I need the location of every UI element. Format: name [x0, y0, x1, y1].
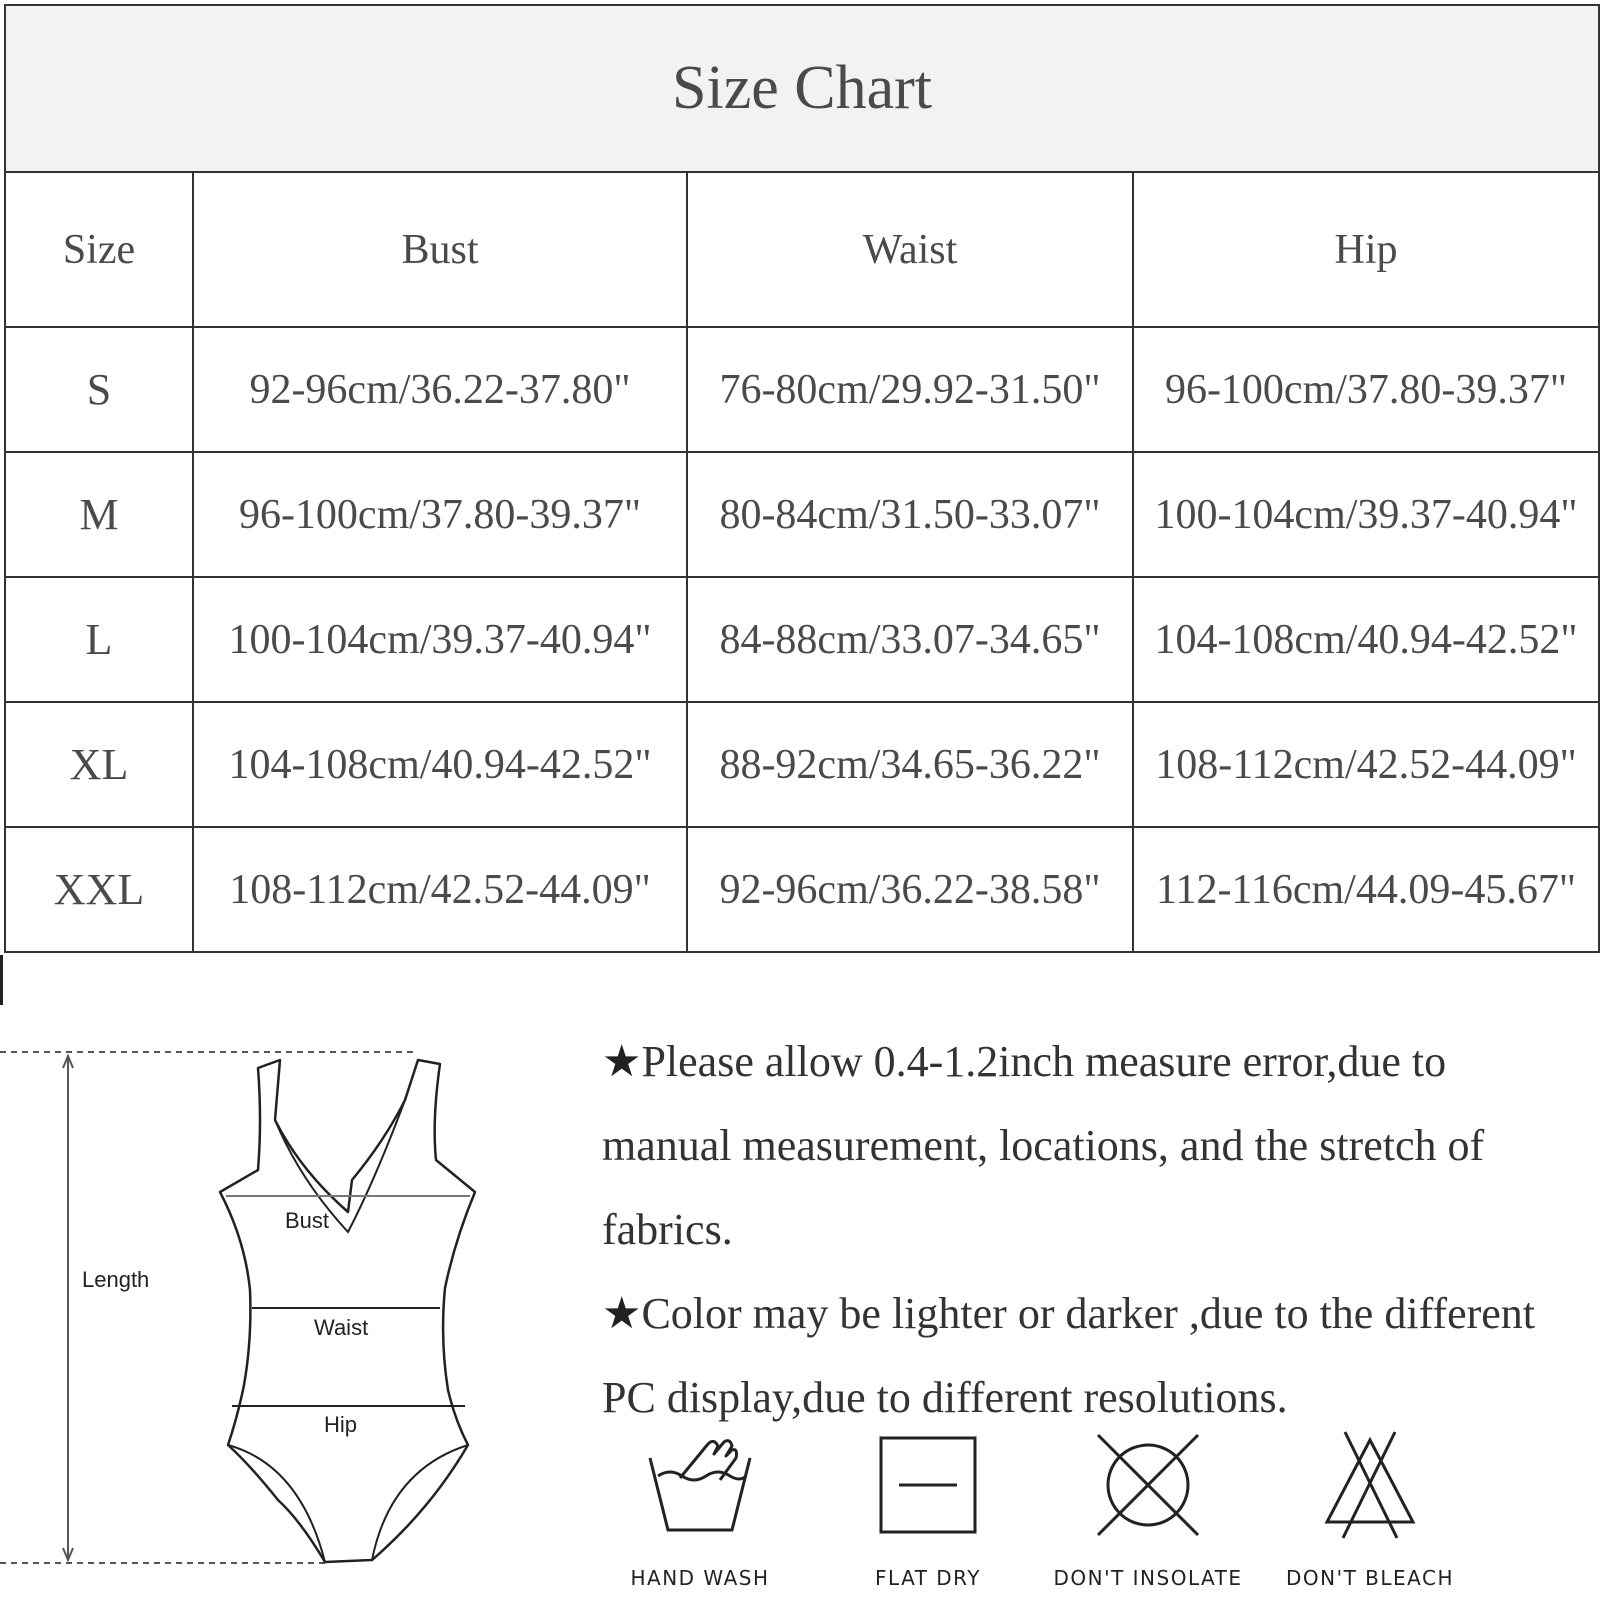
chart-title: Size Chart: [5, 5, 1599, 172]
care-item-dont-insolate: [1038, 1430, 1258, 1590]
hip-cell: 96-100cm/37.80-39.37": [1133, 327, 1599, 452]
header-row: [5, 172, 1599, 327]
note-text: Please allow 0.4-1.2inch measure error,due to manual measurement, locations, and the stretch of fabrics.: [602, 1037, 1485, 1254]
hip-cell: 108-112cm/42.52-44.09": [1133, 702, 1599, 827]
care-label: FLAT DRY: [874, 1566, 982, 1590]
bust-cell: 100-104cm/39.37-40.94": [193, 577, 687, 702]
bust-cell: 92-96cm/36.22-37.80": [193, 327, 687, 452]
size-cell: XXL: [5, 827, 193, 952]
table-row: [5, 452, 1599, 577]
divider: [0, 955, 3, 1005]
bust-cell: 104-108cm/40.94-42.52": [193, 702, 687, 827]
measurement-diagram: [0, 1040, 520, 1600]
size-cell: XL: [5, 702, 193, 827]
waist-label: Waist: [314, 1315, 369, 1340]
waist-cell: 92-96cm/36.22-38.58": [687, 827, 1133, 952]
care-label: DON'T INSOLATE: [1053, 1566, 1243, 1590]
size-cell: L: [5, 577, 193, 702]
hip-cell: 112-116cm/44.09-45.67": [1133, 827, 1599, 952]
dont-insolate-icon: [1088, 1430, 1208, 1540]
size-chart: [4, 4, 1598, 953]
size-cell: M: [5, 452, 193, 577]
notes: [602, 1020, 1582, 1440]
note-measure-error: [602, 1020, 1582, 1272]
table-row: [5, 577, 1599, 702]
length-label: Length: [82, 1267, 150, 1292]
bust-cell: 108-112cm/42.52-44.09": [193, 827, 687, 952]
header-size: Size: [5, 172, 193, 327]
care-item-flat-dry: [818, 1430, 1038, 1590]
flat-dry-icon: [873, 1430, 983, 1540]
swimsuit-outline-icon: [0, 1040, 520, 1600]
header-waist: Waist: [687, 172, 1133, 327]
dont-bleach-icon: [1315, 1430, 1425, 1540]
hip-label: Hip: [324, 1412, 358, 1437]
care-instructions: [630, 1430, 1600, 1600]
bust-cell: 96-100cm/37.80-39.37": [193, 452, 687, 577]
waist-cell: 88-92cm/34.65-36.22": [687, 702, 1133, 827]
waist-cell: 80-84cm/31.50-33.07": [687, 452, 1133, 577]
hand-wash-icon: [640, 1430, 760, 1540]
care-label: HAND WASH: [630, 1566, 770, 1590]
note-color: [602, 1272, 1582, 1440]
care-item-dont-bleach: [1260, 1430, 1480, 1590]
table-row: [5, 327, 1599, 452]
table-row: [5, 702, 1599, 827]
header-bust: Bust: [193, 172, 687, 327]
hip-cell: 104-108cm/40.94-42.52": [1133, 577, 1599, 702]
care-label: DON'T BLEACH: [1285, 1566, 1454, 1590]
table-row: [5, 827, 1599, 952]
star-icon: ★: [602, 1289, 642, 1338]
waist-cell: 84-88cm/33.07-34.65": [687, 577, 1133, 702]
note-text: Color may be lighter or darker ,due to the different PC display,due to different resolutions.: [602, 1289, 1536, 1422]
bust-label: Bust: [285, 1208, 330, 1233]
size-cell: S: [5, 327, 193, 452]
size-table: [4, 4, 1600, 953]
waist-cell: 76-80cm/29.92-31.50": [687, 327, 1133, 452]
care-item-hand-wash: [590, 1430, 810, 1590]
header-hip: Hip: [1133, 172, 1599, 327]
star-icon: ★: [602, 1037, 642, 1086]
hip-cell: 100-104cm/39.37-40.94": [1133, 452, 1599, 577]
